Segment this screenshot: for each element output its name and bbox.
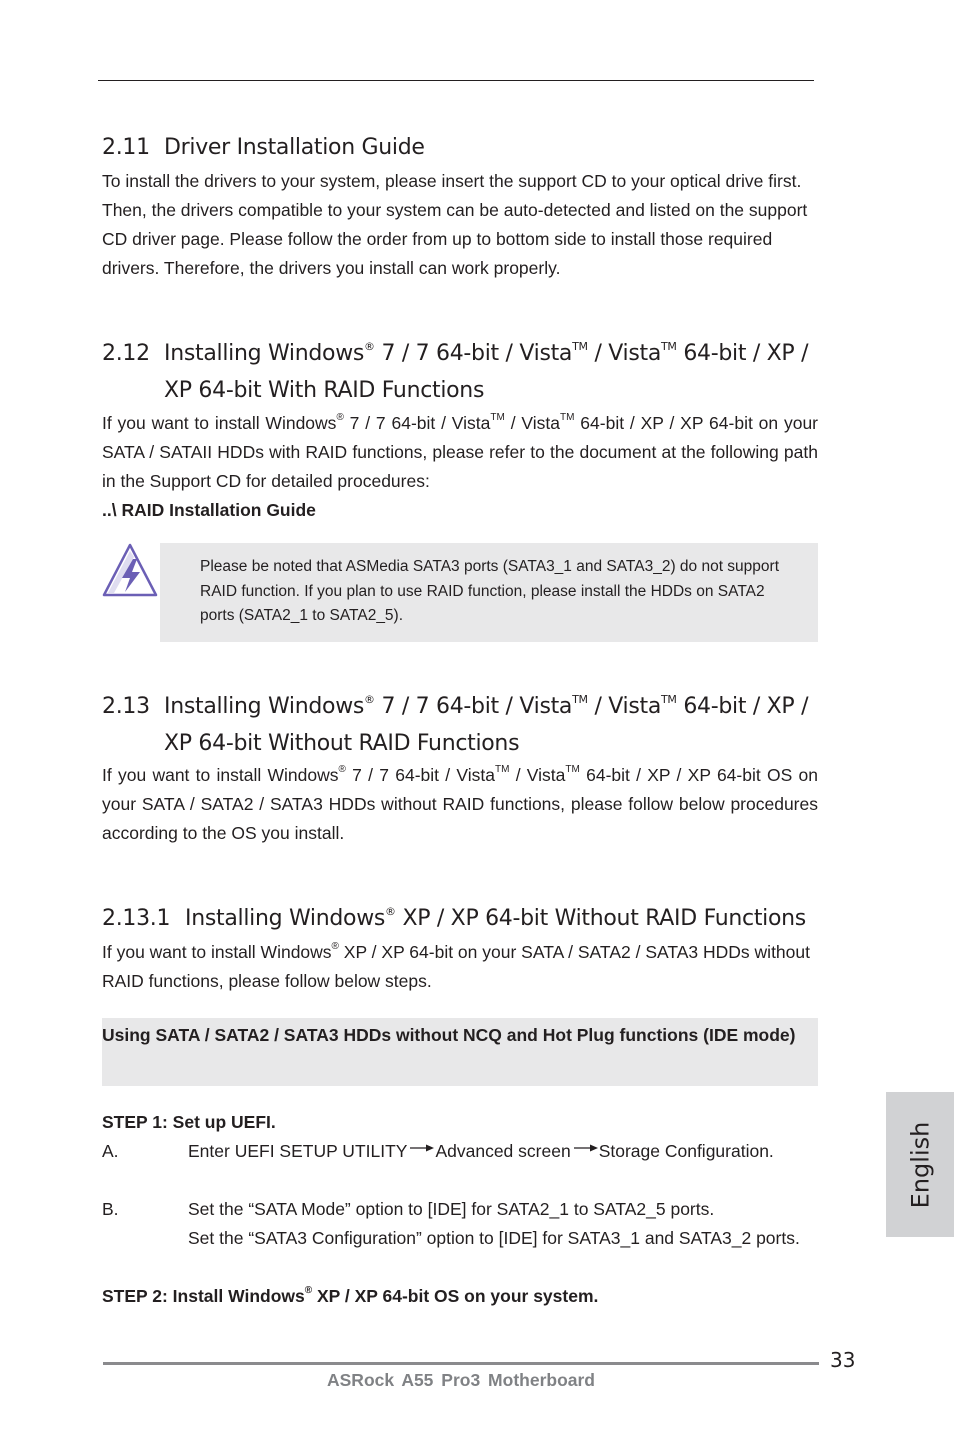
right-arrow-icon <box>571 1142 599 1154</box>
heading-2-13: 2.13 Installing Windows® 7 / 7 64-bit / Vista™ / Vista™ 64-bit / XP / XP 64-bit Without RAID Functions <box>102 693 809 756</box>
heading-2-11: 2.11 Driver Installation Guide <box>102 135 425 160</box>
language-tab-label: English <box>906 1121 935 1208</box>
paragraph-2-13-1: If you want to install Windows® XP / XP 64-bit on your SATA / SATA2 / SATA3 HDDs without RAID functions, please follow below steps. <box>102 941 810 991</box>
step-a: A. Enter UEFI SETUP UTILITY Advanced screen Storage Configuration. <box>102 1141 774 1161</box>
heading-2-13-1: 2.13.1 Installing Windows® XP / XP 64-bit Without RAID Functions <box>102 905 806 931</box>
step-2-title: STEP 2: Install Windows® XP / XP 64-bit OS on your system. <box>102 1285 599 1306</box>
right-arrow-icon <box>407 1142 435 1154</box>
note-text: Please be noted that ASMedia SATA3 ports (SATA3_1 and SATA3_2) do not support RAID function. If you plan to use RAID function, please install the HDDs on SATA2 ports (SATA2_1 to SATA2_5). <box>200 558 780 624</box>
footer-title: ASRock A55 Pro3 Motherboard <box>327 1370 595 1390</box>
paragraph-2-13: If you want to install Windows® 7 / 7 64-bit / Vista™ / Vista™ 64-bit / XP / XP 64-bit OS on your SATA / SATA2 / SATA3 HDDs without RAID functions, please follow below procedures according to the OS you install. <box>102 764 818 843</box>
step-b: B. Set the “SATA Mode” option to [IDE] for SATA2_1 to SATA2_5 ports. Set the “SATA3 Configuration” option to [IDE] for SATA3_1 and SATA3_2 ports. <box>102 1199 800 1248</box>
ide-mode-heading: Using SATA / SATA2 / SATA3 HDDs without NCQ and Hot Plug functions (IDE mode) <box>102 1025 796 1045</box>
page-number: 33 <box>830 1348 856 1372</box>
heading-2-12: 2.12 Installing Windows® 7 / 7 64-bit / Vista™ / Vista™ 64-bit / XP / XP 64-bit With RAID Functions <box>102 340 809 403</box>
header-rule <box>98 80 814 81</box>
footer-rule <box>103 1362 819 1365</box>
paragraph-2-12: If you want to install Windows® 7 / 7 64-bit / Vista™ / Vista™ 64-bit / XP / XP 64-bit on your SATA / SATAII HDDs with RAID functions, please refer to the document at the following path in the Support CD for detailed procedures: <box>102 412 819 491</box>
raid-guide-path: ..\ RAID Installation Guide <box>102 500 316 520</box>
paragraph-2-11: To install the drivers to your system, please insert the support CD to your optical drive first. Then, the drivers compatible to your system can be auto-detected and listed on the support CD driver page. Please follow the order from up to bottom side to install those required drivers. Therefore, the drivers you install can work properly. <box>102 171 808 278</box>
step-1-title: STEP 1: Set up UEFI. <box>102 1112 276 1132</box>
lightning-warning-icon <box>100 541 160 599</box>
heading-2-11-title: Driver Installation Guide <box>164 135 425 160</box>
